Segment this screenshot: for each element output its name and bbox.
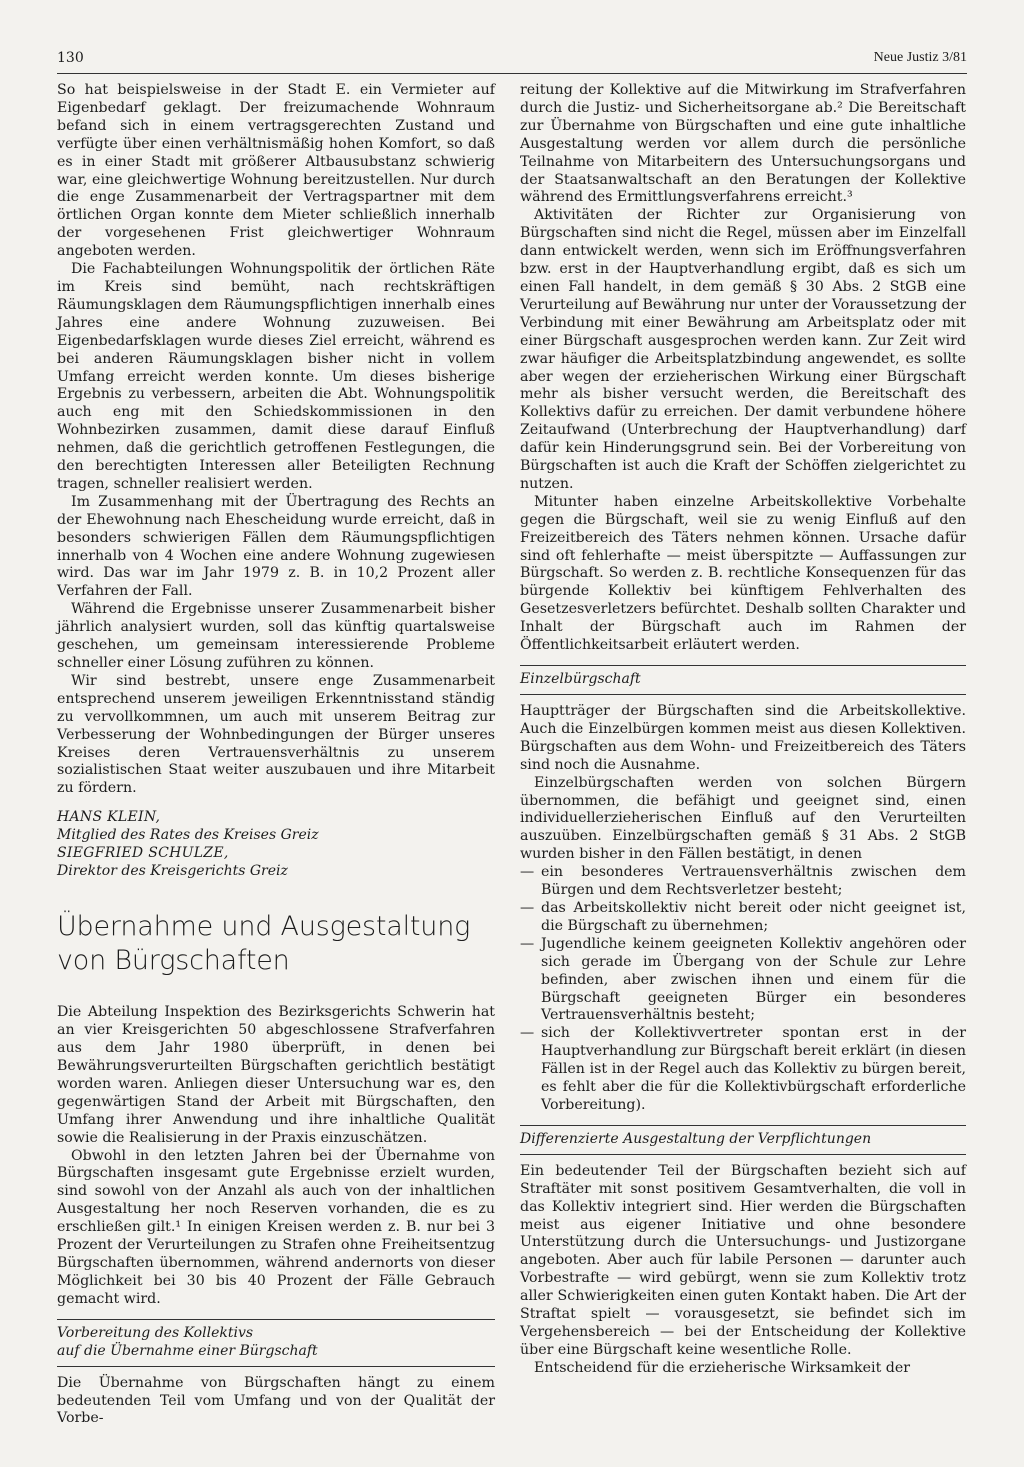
paragraph: reitung der Kollektive auf die Mitwirkung im Strafverfahren durch die Justiz- und Sicherheitsorgane ab.² Die Bereitschaft zur Übernahme von Bürgschaften und eine gute inhaltliche Ausgestaltung werden vor allem durch die persönliche Teilnahme von Mitarbeitern des Untersuchungsorgans und der Staatsanwaltschaft an den Beratungen der Kollektive während des Ermittlungsverfahrens erreicht.³ [520, 82, 966, 206]
article-headline [57, 910, 495, 978]
header-rule [57, 73, 967, 74]
paragraph: Entscheidend für die erzieherische Wirksamkeit der [534, 1359, 911, 1376]
author-name: SIEGFRIED SCHULZE, [57, 845, 229, 862]
author-name: HANS KLEIN, [57, 809, 161, 826]
section-rule [520, 694, 966, 695]
journal-issue: Neue Justiz 3/81 [873, 50, 967, 65]
section-heading-line: auf die Übernahme einer Bürgschaft [57, 1342, 318, 1359]
paragraph: Obwohl in den letzten Jahren bei der Übernahme von Bürgschaften insgesamt gute Ergebnisse erzielt wurden, sind sowohl von der Anzahl als auch von der inhaltlichen Ausgestaltung her noch Reserven vorhanden, die es zu erschließen gilt.¹ In einigen Kreisen werden z. B. nur bei 3 Prozent der Verurteilungen zu Strafen ohne Freiheitsentzug Bürgschaften übernommen, während andernorts von dieser Möglichkeit bei 30 bis 40 Prozent der Fälle Gebrauch gemacht wird. [57, 1147, 495, 1307]
author-signature [57, 808, 495, 880]
list-item: — das Arbeitskollektiv nicht bereit oder nicht geeignet ist, die Bürgschaft zu übernehmen; [520, 900, 966, 936]
list-item: — ein besonderes Vertrauensverhältnis zwischen dem Bürgen und dem Rechtsverletzer besteht; [520, 864, 966, 900]
paragraph: Mitunter haben einzelne Arbeitskollektive Vorbehalte gegen die Bürgschaft, weil sie zu wenig Einfluß auf den Freizeitbereich des Täters nehmen können. Ursache dafür sind oft fehlerhafte — meist überspitzte — Auffassungen zur Bürgschaft. So werden z. B. rechtliche Konsequenzen für das bürgende Kollektiv bei künftigem Fehlverhalten des Gesetzesverletzers befürchtet. Deshalb sollten Charakter und Inhalt der Bürgschaft auch im Rahmen der Öffentlichkeitsarbeit erläutert werden. [520, 493, 966, 654]
list-item: — Jugendliche keinem geeigneten Kollektiv angehören oder sich gerade im Übergang von der Schule zur Lehre befinden, aber zwischen ihnen und einem für die Bürgschaft geeigneten Bürger ein besonderes Vertrauensverhältnis besteht; [520, 936, 966, 1026]
paragraph: Die Übernahme von Bürgschaften hängt zu einem bedeutenden Teil vom Umfang und von der Qualität der Vorbe- [57, 1374, 495, 1427]
paragraph: Die Abteilung Inspektion des Bezirksgerichts Schwerin hat an vier Kreisgerichten 50 abgeschlossene Strafverfahren aus dem Jahr 1980 überprüft, in denen bei Bewährungsverurteilten Bürgschaften gerichtlich bestätigt worden waren. Anliegen dieser Untersuchung war es, den gegenwärtigen Stand der Arbeit mit Bürgschaften, den Umfang ihrer Anwendung und ihre inhaltliche Qualität sowie die Realisierung in der Praxis einzuschätzen. [57, 1004, 495, 1146]
paragraph: Im Zusammenhang mit der Übertragung des Rechts an der Ehewohnung nach Ehescheidung wurde erreicht, daß in besonders schwierigen Fällen dem Räumungspflichtigen innerhalb von 4 Wochen eine andere Wohnung zugewiesen wird. Das war im Jahr 1979 z. B. in 10,2 Prozent aller Verfahren der Fall. [57, 493, 495, 600]
right-column [520, 82, 966, 1378]
section-rule [520, 1154, 966, 1155]
list-item: — sich der Kollektivvertreter spontan erst in der Hauptverhandlung zur Bürgschaft bereit erklärt (in diesen Fällen ist in der Regel auch das Kollektiv zu bürgen bereit, es fehlt aber die für die Kollektivbürgschaft erforderliche Vorbereitung). [520, 1025, 966, 1115]
paragraph: Während die Ergebnisse unserer Zusammenarbeit bisher jährlich analysiert wurden, soll das künftig quartalsweise geschehen, um gemeinsam interessierende Probleme schneller einer Lösung zuführen zu können. [57, 601, 495, 671]
left-column [57, 82, 495, 1428]
headline-line: von Bürgschaften [57, 945, 290, 977]
author-role: Direktor des Kreisgerichts Greiz [57, 863, 288, 880]
section-rule [57, 1366, 495, 1367]
author-role: Mitglied des Rates des Kreises Greiz [57, 827, 319, 844]
page-header [57, 50, 967, 72]
section-heading [57, 1320, 495, 1366]
paragraph: Wir sind bestrebt, unsere enge Zusammenarbeit entsprechend unserem jeweiligen Erkenntnisstand ständig zu vervollkommnen, um auch mit unserem Beitrag zur Verbesserung der Wohnbedingungen der Bürger unseres Kreises deren Vertrauensverhältnis zu unserem sozialistischen Staat weiter auszubauen und ihre Mitarbeit zu fördern. [57, 672, 495, 797]
paragraph: Ein bedeutender Teil der Bürgschaften bezieht sich auf Straftäter mit sonst positivem Gesamtverhalten, die voll in das Kollektiv integriert sind. Hier werden die Bürgschaften meist aus eigener Initiative und ohne besondere Unterstützung durch die Untersuchungs- und Justizorgane angeboten. Aber auch für labile Personen — darunter auch Vorbestrafte — wird gebürgt, wenn sie zum Kollektiv trotz aller Schwierigkeiten einen guten Kontakt haben. Die Art der Straftat spielt — vorausgesetzt, sie befindet sich im Vergehensbereich — bei der Entscheidung der Kollektive über eine Bürgschaft keine wesentliche Rolle. [520, 1162, 966, 1358]
paragraph: Die Fachabteilungen Wohnungspolitik der örtlichen Räte im Kreis sind bemüht, nach rechtskräftigen Räumungsklagen dem Räumungspflichtigen innerhalb eines Jahres eine andere Wohnung zuzuweisen. Bei Eigenbedarfsklagen wurde dieses Ziel erreicht, während es bei anderen Räumungsklagen bisher nicht in vollem Umfang erreicht werden konnte. Um dieses bisherige Ergebnis zu verbessern, arbeiten die Abt. Wohnungspolitik auch eng mit den Schiedskommissionen in den Wohnbezirken zusammen, damit diese darauf Einfluß nehmen, daß die gerichtlich getroffenen Festlegungen, die den berechtigten Interessen aller Beteiligten Rechnung tragen, schneller realisiert werden. [57, 261, 495, 492]
section-heading: Differenzierte Ausgestaltung der Verpflichtungen [520, 1130, 872, 1147]
paragraph: So hat beispielsweise in der Stadt E. ein Vermieter auf Eigenbedarf geklagt. Der freizumachende Wohnraum befand sich in einem vertragsgerechten Zustand und verfügte über einen verhältnismäßig hohen Komfort, so daß es in einer Stadt mit größerer Altbausubstanz schwierig war, eine gleichwertige Wohnung bereitzustellen. Nur durch die enge Zusammenarbeit der Vertragspartner mit dem örtlichen Organ konnte dem Mieter schließlich innerhalb der vorgesehenen Frist gleichwertiger Wohnraum angeboten werden. [57, 82, 495, 260]
paragraph: Einzelbürgschaften werden von solchen Bürgern übernommen, die befähigt und geeignet sind, einen individuellerzieherischen Einfluß auf den Verurteilten auszuüben. Einzelbürgschaften gemäß § 31 Abs. 2 StGB wurden bisher in den Fällen bestätigt, in denen [520, 774, 966, 863]
headline-line: Übernahme und Ausgestaltung [57, 911, 471, 943]
paragraph: Hauptträger der Bürgschaften sind die Arbeitskollektive. Auch die Einzelbürgen kommen meist aus diesen Kollektiven. Bürgschaften aus dem Wohn- und Freizeitbereich des Täters sind noch die Ausnahme. [520, 703, 966, 773]
section-heading-line: Vorbereitung des Kollektivs [57, 1324, 254, 1341]
page-number: 130 [57, 50, 84, 66]
section-heading: Einzelbürgschaft [520, 671, 641, 687]
criteria-list [520, 864, 966, 1115]
paragraph: Aktivitäten der Richter zur Organisierung von Bürgschaften sind nicht die Regel, müssen aber im Einzelfall dann entwickelt werden, wenn sich im Eröffnungsverfahren bzw. erst in der Hauptverhandlung ergibt, daß es sich um einen Fall handelt, in dem gemäß § 30 Abs. 2 StGB eine Verurteilung auf Bewährung nur unter der Voraussetzung der Verbindung mit einer Bewährung am Arbeitsplatz oder mit einer Bürgschaft ausgesprochen werden kann. Zur Zeit wird zwar häufiger die Arbeitsplatzbindung angewendet, es sollte aber wegen der erzieherischen Wirkung einer Bürgschaft mehr als bisher versucht werden, die Bereitschaft des Kollektivs dafür zu erreichen. Der damit verbundene höhere Zeitaufwand (Unterbrechung der Hauptverhandlung) darf dafür kein Hinderungsgrund sein. Bei der Vorbereitung von Bürgschaften ist auch die Kraft der Schöffen zielgerichtet zu nutzen. [520, 207, 966, 492]
